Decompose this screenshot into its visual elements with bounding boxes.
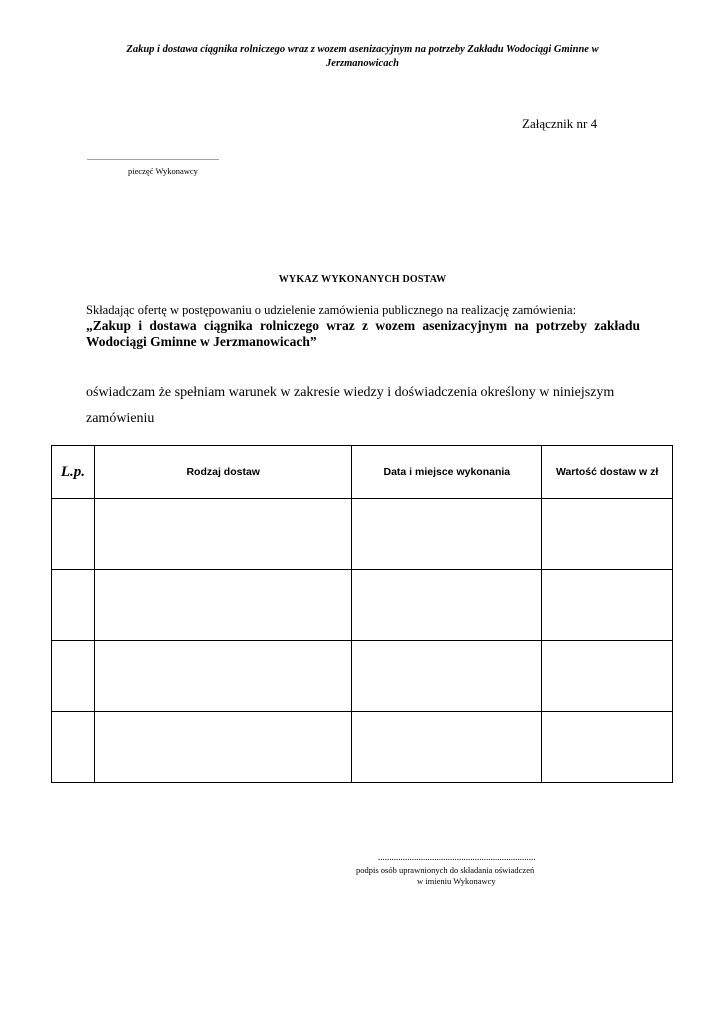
header-line-1: Zakup i dostawa ciągnika rolniczego wraz z wozem asenizacyjnym na potrzeby Zakładu Wodociągi Gminne w [126,44,599,55]
attachment-number: Załącznik nr 4 [522,116,598,131]
table-row [52,641,673,712]
table-row [52,712,673,783]
statement-text: oświadczam że spełniam warunek w zakresie wiedzy i doświadczenia określony w niniejszym zamówieniu [86,385,615,426]
stamp-dotted-line: .................................................................. [87,153,219,162]
intro-bold-title: „Zakup i dostawa ciągnika rolniczego wraz z wozem asenizacyjnym na potrzeby zakładu Wodociągi Gminne w Jerzmanowicach” [86,318,640,349]
column-header-date-place: Data i miejsce wykonania [352,446,542,499]
table-cell[interactable] [94,499,352,570]
table-cell[interactable] [542,712,673,783]
table-cell[interactable] [542,499,673,570]
table-row [52,499,673,570]
table-header-row [52,446,673,499]
column-header-value: Wartość dostaw w zł [542,446,673,499]
stamp-label: pieczęć Wykonawcy [128,166,198,176]
table-cell[interactable] [52,570,95,641]
table-cell[interactable] [94,570,352,641]
header-line-2: Jerzmanowicach [326,58,399,69]
table-cell[interactable] [52,712,95,783]
table-cell[interactable] [94,641,352,712]
document-header [60,43,665,71]
table-cell[interactable] [352,641,542,712]
table-row [52,570,673,641]
table-cell[interactable] [352,712,542,783]
table-cell[interactable] [542,641,673,712]
intro-paragraph [86,303,640,350]
table-cell[interactable] [52,641,95,712]
table-cell[interactable] [94,712,352,783]
signature-caption-line-1: podpis osób uprawnionych do składania oświadczeń [356,865,535,875]
deliveries-table [51,445,673,783]
document-title: WYKAZ WYKONANYCH DOSTAW [278,274,447,285]
table-cell[interactable] [352,570,542,641]
table-cell[interactable] [352,499,542,570]
signature-caption-line-2: w imieniu Wykonawcy [417,876,496,886]
column-header-type: Rodzaj dostaw [94,446,352,499]
table-cell[interactable] [542,570,673,641]
table-cell[interactable] [52,499,95,570]
signature-dotted-line: ...................................................................... [378,852,536,862]
column-header-lp: L.p. [52,446,95,499]
intro-text: Składając ofertę w postępowaniu o udzielenie zamówienia publicznego na realizację zamówienia: [86,303,577,317]
